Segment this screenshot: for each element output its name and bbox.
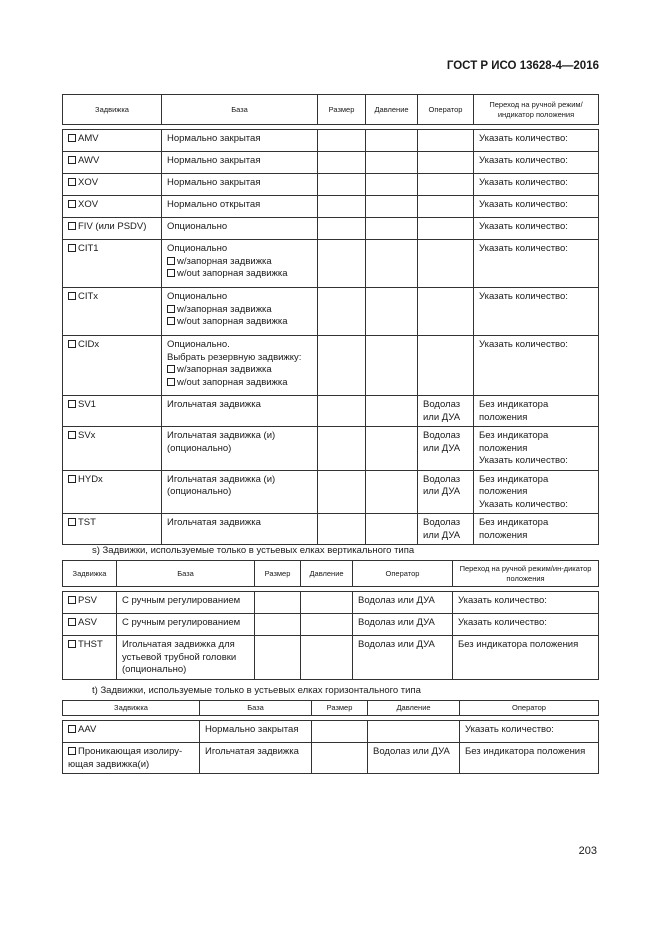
- cell-text-line: Без индикатора: [479, 473, 549, 485]
- base-cell: [162, 152, 318, 174]
- option-checkbox[interactable]: [167, 317, 175, 325]
- table-row: [63, 218, 599, 240]
- base-cell: [162, 288, 318, 336]
- cell-text-line: Без индикатора: [479, 399, 549, 410]
- table-row: [63, 240, 599, 288]
- operator-cell: [418, 427, 474, 471]
- cell-text-line: Опционально.: [167, 339, 230, 350]
- base-cell: [162, 336, 318, 396]
- cell-text-line: Нормально закрытая: [205, 724, 299, 735]
- col-header-indicator: Переход на ручной режим/ индикатор положения: [474, 95, 599, 125]
- caption-horizontal-trees: t) Задвижки, используемые только в устьевых елках горизонтального типа: [92, 685, 421, 696]
- base-option-label: w/запорная задвижка: [177, 364, 272, 375]
- indicator-cell: [474, 152, 599, 174]
- operator-cell: [418, 152, 474, 174]
- valve-label: ASV: [78, 617, 98, 628]
- base-cell: [117, 614, 255, 636]
- valve-label: XOV: [78, 177, 99, 188]
- valve-label: SVx: [78, 430, 96, 441]
- base-cell: [162, 218, 318, 240]
- cell-text-line: Без индикатора положения: [458, 639, 579, 650]
- cell-text-line: Водолаз: [423, 399, 461, 410]
- base-cell: [162, 427, 318, 471]
- col-header-base: База: [162, 95, 318, 125]
- col-header-valve: Задвижка: [63, 701, 200, 716]
- cell-text-line: С ручным регулированием: [122, 617, 241, 628]
- pressure-cell[interactable]: [366, 152, 418, 174]
- cell-text-line: Водолаз: [423, 430, 461, 441]
- operator-cell: [353, 636, 453, 680]
- pressure-cell[interactable]: [366, 514, 418, 545]
- cell-text-line: Без индикатора: [479, 430, 549, 441]
- cell-text-line: С ручным регулированием: [122, 595, 241, 606]
- cell-text-line: или ДУА: [423, 529, 461, 541]
- cell-text-line: Игольчатая задвижка: [167, 517, 261, 528]
- col-header-base: База: [200, 701, 312, 716]
- col-header-pressure: Давление: [366, 95, 418, 125]
- cell-text-line: Водолаз или ДУА: [373, 746, 450, 757]
- valve-label: AAV: [78, 724, 97, 735]
- operator-cell: [418, 396, 474, 427]
- cell-text-line: Указать количество:: [479, 155, 568, 166]
- cell-text-line: Игольчатая задвижка (и): [167, 430, 276, 441]
- cell-text-line: Указать количество:: [479, 199, 568, 210]
- valve-label: AMV: [78, 133, 99, 144]
- pressure-cell[interactable]: [366, 288, 418, 336]
- base-option-label: w/запорная задвижка: [177, 255, 272, 267]
- cell-text-line: Водолаз: [423, 517, 461, 528]
- valve-checkbox[interactable]: [68, 156, 76, 164]
- valve-label: PSV: [78, 595, 98, 606]
- valve-label: Проникающая изолиру-: [78, 746, 183, 757]
- valve-cell: [63, 743, 200, 774]
- valve-label: TST: [78, 517, 96, 528]
- size-cell[interactable]: [318, 152, 366, 174]
- cell-text-line: Нормально закрытая: [167, 133, 261, 144]
- cell-text-line: Водолаз или ДУА: [358, 595, 435, 606]
- operator-cell: [418, 336, 474, 396]
- valve-cell: [63, 396, 162, 427]
- valve-checkbox[interactable]: [68, 222, 76, 230]
- valve-cell: [63, 470, 162, 514]
- cell-text-line: устьевой трубной головки: [122, 651, 237, 663]
- valve-checkbox[interactable]: [68, 596, 76, 604]
- col-header-operator: Оператор: [418, 95, 474, 125]
- operator-cell: [418, 218, 474, 240]
- col-header-operator: Оператор: [353, 561, 453, 587]
- cell-text-line: Игольчатая задвижка: [205, 746, 299, 757]
- size-cell[interactable]: [318, 130, 366, 152]
- indicator-cell: [474, 174, 599, 196]
- pressure-cell[interactable]: [366, 218, 418, 240]
- valve-checkbox[interactable]: [68, 244, 76, 252]
- col-header-base: База: [117, 561, 255, 587]
- cell-text-line: (опционально): [122, 664, 187, 675]
- size-cell[interactable]: [318, 396, 366, 427]
- valve-checkbox[interactable]: [68, 400, 76, 408]
- indicator-cell: [474, 470, 599, 514]
- valve-cell: [63, 196, 162, 218]
- col-header-indicator: Переход на ручной режим/ин-дикатор положения: [453, 561, 599, 587]
- table-header-row: [63, 701, 599, 716]
- valve-label: CITx: [78, 291, 99, 302]
- valve-label: FIV (или PSDV): [78, 221, 147, 232]
- cell-text-line: Указать количество:: [479, 498, 568, 510]
- valve-checkbox[interactable]: [68, 618, 76, 626]
- base-option-label: w/out запорная задвижка: [177, 376, 288, 388]
- base-cell: [162, 514, 318, 545]
- base-cell: [162, 130, 318, 152]
- cell-text-line: Нормально открытая: [167, 199, 261, 210]
- valve-label: AWV: [78, 155, 100, 166]
- size-cell[interactable]: [318, 174, 366, 196]
- cell-text-line: (опционально): [167, 486, 232, 497]
- operator-cell: [460, 721, 599, 743]
- valve-cell: [63, 614, 117, 636]
- cell-text-line: Игольчатая задвижка (и): [167, 473, 276, 485]
- valve-cell: [63, 336, 162, 396]
- valve-cell: [63, 174, 162, 196]
- pressure-cell[interactable]: [301, 636, 353, 680]
- cell-text-line: Без индикатора: [479, 517, 549, 528]
- valve-label-line: [68, 724, 194, 737]
- pressure-cell[interactable]: [301, 592, 353, 614]
- size-cell[interactable]: [318, 240, 366, 288]
- table-row: [63, 336, 599, 396]
- valve-checkbox[interactable]: [68, 292, 76, 300]
- valves-table-horizontal: [62, 700, 599, 774]
- option-checkbox[interactable]: [167, 269, 175, 277]
- table-row: [63, 743, 599, 774]
- base-option[interactable]: [167, 256, 312, 269]
- table-row: [63, 427, 599, 471]
- size-cell[interactable]: [318, 336, 366, 396]
- valve-label-line: [68, 759, 194, 772]
- table-row: [63, 592, 599, 614]
- table-row: [63, 174, 599, 196]
- indicator-cell: [474, 218, 599, 240]
- valve-label: CIT1: [78, 243, 99, 254]
- base-cell: [162, 196, 318, 218]
- base-option[interactable]: [167, 268, 312, 281]
- base-option-label: w/запорная задвижка: [177, 303, 272, 315]
- valve-checkbox[interactable]: [68, 431, 76, 439]
- valve-label: HYDx: [78, 473, 103, 485]
- valve-checkbox[interactable]: [68, 725, 76, 733]
- base-option[interactable]: [167, 316, 312, 329]
- table-row: [63, 470, 599, 514]
- col-header-operator: Оператор: [460, 701, 599, 716]
- cell-text-line: Водолаз или ДУА: [358, 617, 435, 628]
- cell-text-line: или ДУА: [423, 411, 461, 423]
- indicator-cell: [453, 592, 599, 614]
- table-row: [63, 514, 599, 545]
- size-cell[interactable]: [255, 592, 301, 614]
- caption-vertical-trees: s) Задвижки, используемые только в устьевых елках вертикального типа: [92, 545, 415, 556]
- indicator-cell: [474, 196, 599, 218]
- cell-text-line: Опционально: [167, 243, 228, 254]
- base-cell: [162, 396, 318, 427]
- valve-cell: [63, 130, 162, 152]
- base-cell: [117, 636, 255, 680]
- operator-cell: [418, 288, 474, 336]
- valve-cell: [63, 240, 162, 288]
- valve-checkbox[interactable]: [68, 518, 76, 526]
- base-cell: [117, 592, 255, 614]
- operator-cell: [418, 514, 474, 545]
- size-cell[interactable]: [312, 721, 368, 743]
- pressure-cell[interactable]: [366, 130, 418, 152]
- cell-text-line: Выбрать резервную задвижку:: [167, 351, 302, 363]
- indicator-cell: [453, 636, 599, 680]
- cell-text-line: Указать количество:: [458, 617, 547, 628]
- base-option-label: w/out запорная задвижка: [177, 268, 288, 279]
- indicator-cell: [474, 336, 599, 396]
- base-option[interactable]: [167, 377, 312, 390]
- valve-checkbox[interactable]: [68, 134, 76, 142]
- valve-label: CIDx: [78, 339, 100, 350]
- table-row: [63, 396, 599, 427]
- base-cell: [200, 721, 312, 743]
- base-option[interactable]: [167, 364, 312, 377]
- valve-cell: [63, 288, 162, 336]
- pressure-cell[interactable]: [366, 196, 418, 218]
- base-cell: [162, 470, 318, 514]
- cell-text-line: Игольчатая задвижка для: [122, 639, 235, 650]
- pressure-cell: [368, 743, 460, 774]
- table-header-row: [63, 561, 599, 587]
- valves-table-general: [62, 94, 599, 545]
- valve-checkbox[interactable]: [68, 747, 76, 755]
- cell-text-line: Опционально: [167, 221, 228, 232]
- size-cell[interactable]: [318, 514, 366, 545]
- cell-text-line: Указать количество:: [465, 724, 554, 735]
- valve-cell: [63, 721, 200, 743]
- valve-label: ющая задвижка(и): [68, 758, 150, 770]
- size-cell[interactable]: [318, 427, 366, 471]
- cell-text-line: Указать количество:: [458, 595, 547, 606]
- base-cell: [162, 240, 318, 288]
- base-option[interactable]: [167, 304, 312, 317]
- indicator-cell: [474, 427, 599, 471]
- valve-label-line: [68, 746, 194, 759]
- col-header-size: Размер: [255, 561, 301, 587]
- indicator-cell: [474, 288, 599, 336]
- valve-checkbox[interactable]: [68, 200, 76, 208]
- page-number: 203: [578, 845, 597, 857]
- indicator-cell: [474, 240, 599, 288]
- table-row: [63, 288, 599, 336]
- cell-text-line: Указать количество:: [479, 455, 568, 466]
- size-cell[interactable]: [255, 636, 301, 680]
- cell-text-line: Указать количество:: [479, 291, 568, 302]
- pressure-cell[interactable]: [366, 427, 418, 471]
- cell-text-line: Водолаз или ДУА: [358, 639, 435, 650]
- indicator-cell: [474, 396, 599, 427]
- valve-cell: [63, 636, 117, 680]
- operator-cell: [418, 174, 474, 196]
- cell-text-line: Водолаз: [423, 473, 461, 485]
- size-cell[interactable]: [255, 614, 301, 636]
- valve-label: SV1: [78, 399, 96, 410]
- base-cell: [200, 743, 312, 774]
- valve-cell: [63, 592, 117, 614]
- base-option-label: w/out запорная задвижка: [177, 316, 288, 327]
- pressure-cell[interactable]: [366, 174, 418, 196]
- valve-label: XOV: [78, 199, 99, 210]
- cell-text-line: положения: [479, 486, 528, 497]
- operator-cell: [460, 743, 599, 774]
- operator-cell: [418, 130, 474, 152]
- size-cell[interactable]: [318, 196, 366, 218]
- operator-cell: [418, 240, 474, 288]
- cell-text-line: или ДУА: [423, 486, 461, 497]
- operator-cell: [418, 470, 474, 514]
- cell-text-line: Указать количество:: [479, 133, 568, 144]
- col-header-size: Размер: [312, 701, 368, 716]
- col-header-size: Размер: [318, 95, 366, 125]
- valve-cell: [63, 152, 162, 174]
- option-checkbox[interactable]: [167, 305, 175, 313]
- pressure-cell[interactable]: [301, 614, 353, 636]
- cell-text-line: положения: [479, 442, 528, 454]
- col-header-pressure: Давление: [368, 701, 460, 716]
- valve-checkbox[interactable]: [68, 178, 76, 186]
- valve-label: THST: [78, 639, 103, 650]
- operator-cell: [418, 196, 474, 218]
- indicator-cell: [474, 130, 599, 152]
- valve-cell: [63, 218, 162, 240]
- cell-text-line: Нормально закрытая: [167, 177, 261, 188]
- table-row: [63, 636, 599, 680]
- operator-cell: [353, 592, 453, 614]
- table-header-row: [63, 95, 599, 125]
- cell-text-line: (опционально): [167, 442, 232, 454]
- table-row: [63, 614, 599, 636]
- size-cell[interactable]: [318, 288, 366, 336]
- option-checkbox[interactable]: [167, 257, 175, 265]
- table-row: [63, 130, 599, 152]
- table-row: [63, 196, 599, 218]
- size-cell[interactable]: [318, 218, 366, 240]
- option-checkbox[interactable]: [167, 378, 175, 386]
- col-header-valve: Задвижка: [63, 95, 162, 125]
- document-code: ГОСТ Р ИСО 13628-4—2016: [446, 60, 599, 72]
- size-cell[interactable]: [318, 470, 366, 514]
- cell-text-line: Указать количество:: [479, 243, 568, 254]
- valve-checkbox[interactable]: [68, 640, 76, 648]
- valve-cell: [63, 427, 162, 471]
- pressure-cell[interactable]: [366, 336, 418, 396]
- pressure-cell[interactable]: [366, 396, 418, 427]
- indicator-cell: [474, 514, 599, 545]
- base-cell: [162, 174, 318, 196]
- option-checkbox[interactable]: [167, 365, 175, 373]
- col-header-pressure: Давление: [301, 561, 353, 587]
- cell-text-line: или ДУА: [423, 442, 461, 454]
- pressure-cell[interactable]: [366, 470, 418, 514]
- cell-text-line: Нормально закрытая: [167, 155, 261, 166]
- cell-text-line: Без индикатора положения: [465, 746, 586, 757]
- valve-cell: [63, 514, 162, 545]
- pressure-cell[interactable]: [366, 240, 418, 288]
- pressure-cell: [368, 721, 460, 743]
- table-row: [63, 721, 599, 743]
- cell-text-line: положения: [479, 529, 528, 541]
- valves-table-vertical: [62, 560, 599, 680]
- cell-text-line: Опционально: [167, 291, 228, 302]
- cell-text-line: положения: [479, 411, 528, 423]
- cell-text-line: Указать количество:: [479, 177, 568, 188]
- indicator-cell: [453, 614, 599, 636]
- table-row: [63, 152, 599, 174]
- cell-text-line: Указать количество:: [479, 339, 568, 350]
- valve-checkbox[interactable]: [68, 475, 76, 483]
- size-cell[interactable]: [312, 743, 368, 774]
- cell-text-line: Игольчатая задвижка: [167, 399, 261, 410]
- col-header-valve: Задвижка: [63, 561, 117, 587]
- valve-checkbox[interactable]: [68, 340, 76, 348]
- operator-cell: [353, 614, 453, 636]
- cell-text-line: Указать количество:: [479, 221, 568, 232]
